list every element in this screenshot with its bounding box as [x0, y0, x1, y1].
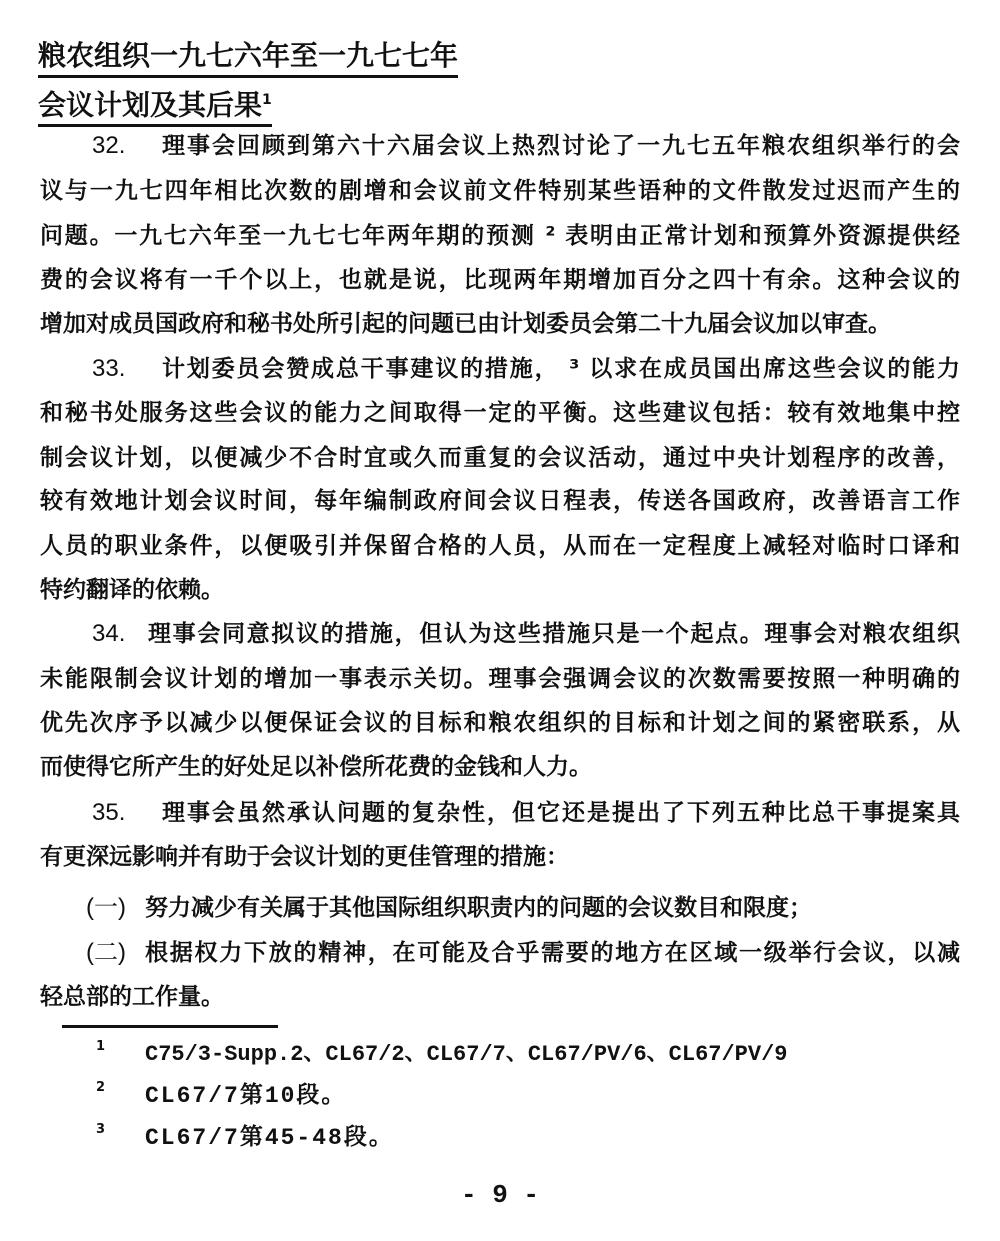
paragraph-line: 有更深远影响并有助于会议计划的更佳管理的措施： [40, 844, 569, 870]
footnote-mark: 1 [96, 1039, 106, 1054]
paragraph-number: 32. [92, 132, 126, 159]
paragraph-line: 较有效地计划会议时间，每年编制政府间会议日程表，传送各国政府，改善语言工作 [40, 488, 960, 514]
paragraph-line: 理事会虽然承认问题的复杂性，但它还是提出了下列五种比总干事提案具 [162, 800, 960, 826]
list-item-line: 努力减少有关属于其他国际组织职责内的问题的会议数目和限度； [145, 895, 812, 921]
list-marker: (一) [86, 894, 126, 921]
footnote-mark: 2 [96, 1080, 106, 1095]
footnote-text: CL67/7第45-48段。 [145, 1125, 394, 1151]
footnote-text: CL67/7第10段。 [145, 1083, 347, 1109]
paragraph-line: 理事会回顾到第六十六届会议上热烈讨论了一九七五年粮农组织举行的会 [162, 133, 960, 159]
footnote-text: C75/3-Supp.2、CL67/2、CL67/7、CL67/PV/6、CL67/PV/9 [145, 1042, 788, 1067]
paragraph-line: 理事会同意拟议的措施，但认为这些措施只是一个起点。理事会对粮农组织 [148, 621, 960, 647]
title-text: 会议计划及其后果 [38, 88, 263, 122]
footnote-divider [62, 1025, 278, 1028]
paragraph-line: 而使得它所产生的好处足以补偿所花费的金钱和人力。 [40, 754, 592, 780]
list-item-line: 轻总部的工作量。 [40, 984, 224, 1010]
footnote-ref: 1 [262, 92, 272, 108]
paragraph-line: 费的会议将有一千个以上，也就是说，比现两年期增加百分之四十有余。这种会议的 [40, 267, 960, 293]
paragraph-number: 33. [92, 355, 126, 382]
paragraph-line: 和秘书处服务这些会议的能力之间取得一定的平衡。这些建议包括：较有效地集中控 [40, 400, 960, 426]
paragraph-line: 未能限制会议计划的增加一事表示关切。理事会强调会议的次数需要按照一种明确的 [40, 666, 960, 692]
list-marker: (二) [86, 939, 126, 966]
list-item-line: 根据权力下放的精神，在可能及合乎需要的地方在区域一级举行会议，以减 [145, 940, 960, 966]
paragraph-line: 制会议计划，以便减少不合时宜或久而重复的会议活动，通过中央计划程序的改善， [40, 445, 960, 471]
paragraph-line: 人员的职业条件，以便吸引并保留合格的人员，从而在一定程度上减轻对临时口译和 [40, 533, 960, 559]
page-number: - 9 - [460, 1180, 539, 1210]
paragraph-line: 问题。一九七六年至一九七七年两年期的预测 ² 表明由正常计划和预算外资源提供经 [40, 223, 960, 249]
paragraph-number: 34. [92, 620, 126, 647]
footnote-mark: 3 [96, 1122, 106, 1137]
section-title-line-2 [38, 82, 272, 127]
paragraph-number: 35. [92, 799, 126, 826]
paragraph-line: 特约翻译的依赖。 [40, 577, 224, 603]
paragraph-line: 计划委员会赞成总干事建议的措施， ³ 以求在成员国出席这些会议的能力 [162, 356, 960, 382]
section-title-line-1: 粮农组织一九七六年至一九七七年 [38, 38, 458, 78]
paragraph-line: 增加对成员国政府和秘书处所引起的问题已由计划委员会第二十九届会议加以审查。 [40, 311, 891, 337]
paragraph-line: 优先次序予以减少以便保证会议的目标和粮农组织的目标和计划之间的紧密联系，从 [40, 710, 960, 736]
paragraph-line: 议与一九七四年相比次数的剧增和会议前文件特别某些语种的文件散发过迟而产生的 [40, 178, 960, 204]
